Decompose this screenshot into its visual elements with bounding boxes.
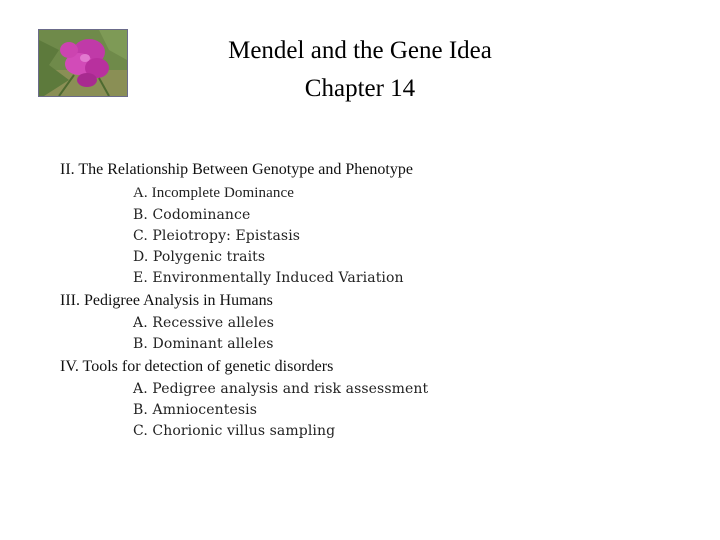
- title-line-2: Chapter 14: [304, 75, 416, 102]
- outline-item: A. Incomplete Dominance: [133, 185, 294, 201]
- page-title: [130, 32, 590, 108]
- outline-item: B. Dominant alleles: [133, 336, 274, 352]
- outline-item: C. Pleiotropy: Epistasis: [133, 228, 301, 244]
- title-line-1: Mendel and the Gene Idea: [228, 37, 492, 64]
- outline-item: E. Environmentally Induced Variation: [133, 270, 404, 286]
- outline-item: C. Chorionic villus sampling: [133, 423, 336, 439]
- outline-item: B. Codominance: [133, 207, 251, 223]
- flower-photo: [38, 29, 128, 97]
- section-heading-detection-tools: IV. Tools for detection of genetic disorders: [60, 358, 334, 375]
- outline-item: A. Pedigree analysis and risk assessment: [133, 381, 429, 397]
- outline-item: D. Polygenic traits: [133, 249, 266, 265]
- outline-item: B. Amniocentesis: [133, 402, 257, 418]
- outline-item: A. Recessive alleles: [133, 315, 274, 331]
- section-heading-genotype-phenotype: II. The Relationship Between Genotype and Phenotype: [60, 161, 413, 178]
- section-heading-pedigree-analysis: III. Pedigree Analysis in Humans: [60, 292, 273, 309]
